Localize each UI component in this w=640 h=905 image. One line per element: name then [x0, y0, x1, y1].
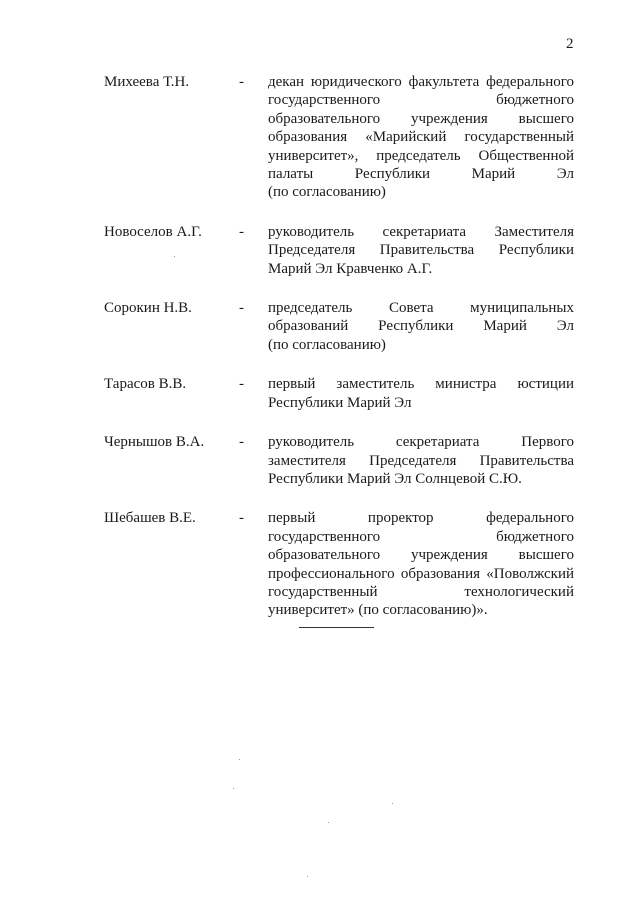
position-line: Марий Эл Кравченко А.Г. — [268, 260, 433, 277]
dash-separator: - — [239, 300, 244, 317]
position-line: первый проректор федерального — [268, 510, 574, 527]
scan-speck — [239, 759, 240, 760]
member-position — [268, 299, 574, 354]
member-name: Сорокин Н.В. — [104, 300, 192, 317]
scan-speck — [174, 256, 175, 257]
position-line: первый заместитель министра юстиции — [268, 376, 574, 393]
position-line: председатель Совета муниципальных — [268, 300, 574, 317]
member-position — [268, 73, 574, 202]
member-name: Михеева Т.Н. — [104, 74, 190, 90]
position-line: университет» (по согласованию)». — [268, 602, 488, 619]
position-line: образовательного учреждения высшего — [268, 110, 574, 127]
position-line: декан юридического факультета федерального — [268, 74, 574, 90]
list-item — [0, 375, 640, 412]
position-line: (по согласованию) — [268, 184, 386, 201]
dash-separator: - — [239, 510, 244, 527]
position-line: руководитель секретариата Заместителя — [268, 223, 574, 240]
member-name: Чернышов В.А. — [104, 434, 205, 451]
scan-speck — [392, 803, 393, 804]
scan-speck — [328, 822, 329, 823]
position-line: Председателя Правительства Республики — [268, 242, 574, 259]
position-line: государственного бюджетного — [268, 528, 574, 545]
scan-speck — [307, 876, 308, 877]
position-line: заместителя Председателя Правительства — [268, 452, 574, 469]
position-line: профессионального образования «Поволжский — [268, 565, 574, 582]
member-name: Тарасов В.В. — [104, 376, 187, 393]
position-line: образовательного учреждения высшего — [268, 547, 574, 564]
position-line: (по согласованию) — [268, 336, 386, 353]
members-list — [0, 73, 640, 641]
end-divider — [299, 627, 374, 628]
member-name: Шебашев В.Е. — [104, 510, 196, 527]
dash-separator: - — [239, 376, 244, 393]
position-line: палаты Республики Марий Эл — [268, 166, 574, 183]
list-item — [0, 223, 640, 278]
page-number: 2 — [566, 36, 574, 52]
list-item — [0, 433, 640, 488]
member-position — [268, 509, 574, 619]
member-position — [268, 375, 574, 412]
dash-separator: - — [239, 223, 244, 240]
dash-separator: - — [239, 74, 244, 90]
position-line: Республики Марий Эл Солнцевой С.Ю. — [268, 470, 522, 487]
member-position — [268, 433, 574, 488]
member-name: Новоселов А.Г. — [104, 223, 202, 240]
list-item — [0, 73, 640, 202]
position-line: Республики Марий Эл — [268, 394, 412, 411]
scan-speck — [233, 788, 234, 789]
position-line: образований Республики Марий Эл — [268, 318, 574, 335]
list-item — [0, 509, 640, 619]
member-position — [268, 223, 574, 278]
list-item — [0, 299, 640, 354]
dash-separator: - — [239, 434, 244, 451]
position-line: государственный технологический — [268, 583, 574, 600]
position-line: образования «Марийский государственный — [268, 129, 574, 146]
position-line: государственного бюджетного — [268, 92, 574, 109]
position-line: руководитель секретариата Первого — [268, 434, 574, 451]
position-line: университет», председатель Общественной — [268, 147, 574, 164]
